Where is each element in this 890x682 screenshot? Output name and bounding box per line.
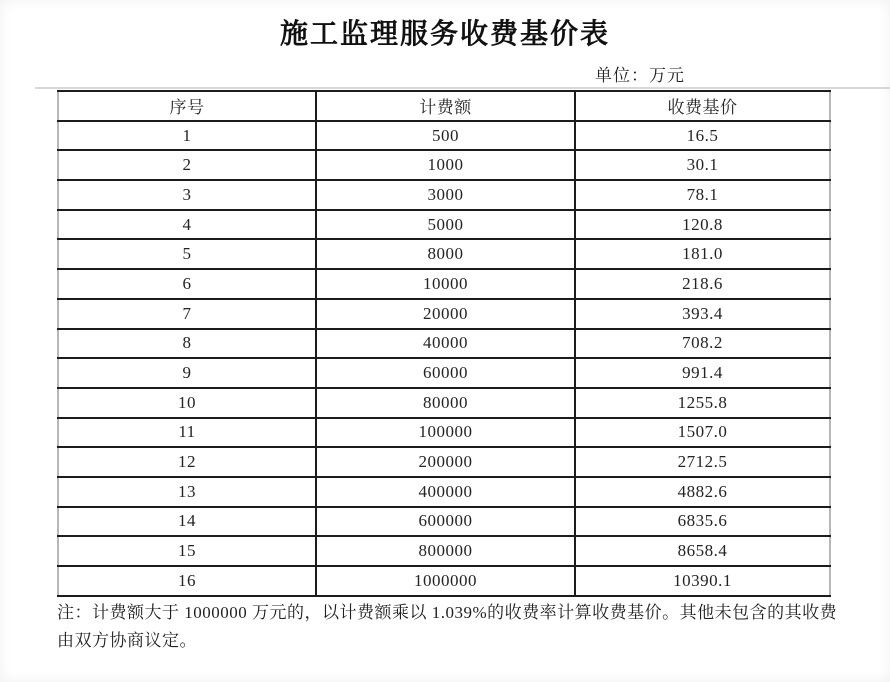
footnote: 注：计费额大于 1000000 万元的，以计费额乘以 1.039%的收费率计算收费基价。其他未包含的其收费由双方协商议定。 [57, 603, 838, 650]
table-row [58, 418, 830, 448]
page-title: 施工监理服务收费基价表 [279, 18, 610, 49]
table-cell: 6 [58, 269, 316, 299]
table-cell: 1507.0 [575, 418, 830, 448]
table-cell: 13 [58, 477, 316, 507]
table-cell: 30.1 [575, 150, 830, 180]
table-cell: 20000 [316, 299, 575, 329]
table-cell: 1255.8 [575, 388, 830, 418]
table-row [58, 121, 830, 151]
table-cell: 2712.5 [575, 447, 830, 477]
table-cell: 3000 [316, 180, 575, 210]
table-cell: 393.4 [575, 299, 830, 329]
table-cell: 10000 [316, 269, 575, 299]
table-cell: 8658.4 [575, 536, 830, 566]
column-header-base-fee: 收费基价 [575, 91, 830, 121]
table-cell: 5000 [316, 210, 575, 240]
table-cell: 6835.6 [575, 507, 830, 537]
table-cell: 200000 [316, 447, 575, 477]
table-row [58, 358, 830, 388]
table-row [58, 180, 830, 210]
table-row [58, 210, 830, 240]
table-cell: 60000 [316, 358, 575, 388]
table-row [58, 447, 830, 477]
table-cell: 8 [58, 329, 316, 359]
table-body [58, 121, 830, 596]
table-cell: 100000 [316, 418, 575, 448]
table-cell: 800000 [316, 536, 575, 566]
table-row [58, 329, 830, 359]
table-row [58, 477, 830, 507]
horizontal-rule [35, 87, 890, 89]
table-cell: 40000 [316, 329, 575, 359]
table-row [58, 239, 830, 269]
table-row [58, 566, 830, 596]
table-cell: 80000 [316, 388, 575, 418]
table-cell: 2 [58, 150, 316, 180]
table-cell: 11 [58, 418, 316, 448]
table-cell: 78.1 [575, 180, 830, 210]
table-row [58, 507, 830, 537]
column-header-billing-amount: 计费额 [316, 91, 575, 121]
fee-table [57, 90, 831, 597]
table-cell: 5 [58, 239, 316, 269]
table-cell: 16.5 [575, 121, 830, 151]
table-cell: 600000 [316, 507, 575, 537]
table-cell: 1000000 [316, 566, 575, 596]
table-cell: 7 [58, 299, 316, 329]
table-cell: 4 [58, 210, 316, 240]
table-row [58, 299, 830, 329]
table-cell: 10390.1 [575, 566, 830, 596]
table-cell: 15 [58, 536, 316, 566]
column-header-serial-number: 序号 [58, 91, 316, 121]
table-cell: 500 [316, 121, 575, 151]
table-cell: 1 [58, 121, 316, 151]
table-cell: 16 [58, 566, 316, 596]
unit-label: 单位：万元 [595, 66, 685, 85]
table-cell: 12 [58, 447, 316, 477]
table-cell: 708.2 [575, 329, 830, 359]
table-row [58, 150, 830, 180]
table-cell: 120.8 [575, 210, 830, 240]
table-cell: 991.4 [575, 358, 830, 388]
table-cell: 9 [58, 358, 316, 388]
table-cell: 218.6 [575, 269, 830, 299]
table-row [58, 269, 830, 299]
table-cell: 3 [58, 180, 316, 210]
table-cell: 400000 [316, 477, 575, 507]
table-row [58, 536, 830, 566]
table-cell: 8000 [316, 239, 575, 269]
table-cell: 1000 [316, 150, 575, 180]
table-cell: 14 [58, 507, 316, 537]
table-cell: 10 [58, 388, 316, 418]
table-header-row [58, 91, 830, 121]
table-row [58, 388, 830, 418]
table-cell: 181.0 [575, 239, 830, 269]
table-cell: 4882.6 [575, 477, 830, 507]
